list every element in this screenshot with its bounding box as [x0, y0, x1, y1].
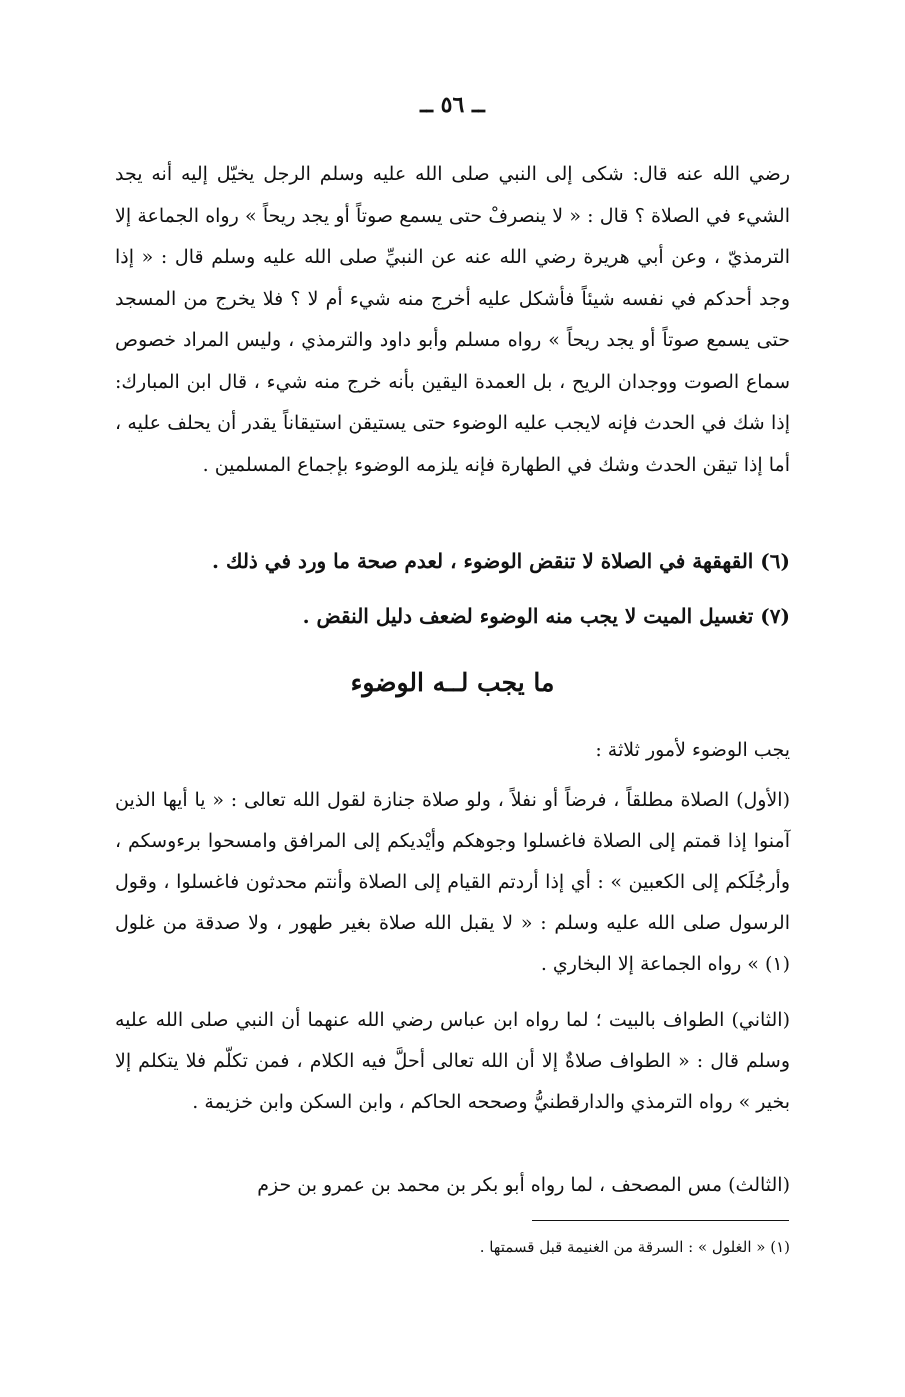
footnote-divider [532, 1220, 789, 1221]
point-7-washing-dead: (٧) تغسيل الميت لا يجب منه الوضوء لضعف دليل النقض . [302, 604, 790, 628]
paragraph-first-prayer: (الأول) الصلاة مطلقاً ، فرضاً أو نفلاً ، ولو صلاة جنازة لقول الله تعالى : « يا أيها الذين آمنوا إذا قمتم إلى الصلاة فاغسلوا وجوهكم وأيْديكم إلى المرافق وامسحوا برءوسكم ، وأرجُلَكم إلى الكعبين » : أي إذا أردتم القيام إلى الصلاة وأنتم محدثون فاغسلوا ، وقول الرسول صلى الله عليه وسلم : « لا يقبل الله صلاة بغير طهور ، ولا صدقة من غلول (١) » رواه الجماعة إلا البخاري . [115, 789, 790, 975]
page-number: ــ ٥٦ ــ [420, 92, 485, 118]
point-6-laughter: (٦) القهقهة في الصلاة لا تنقض الوضوء ، لعدم صحة ما ورد في ذلك . [212, 549, 790, 573]
section-heading: ما يجب لــه الوضوء [350, 668, 555, 697]
section-intro: يجب الوضوء لأمور ثلاثة : [595, 739, 790, 761]
paragraph-hadith-doubt: رضي الله عنه قال: شكى إلى النبي صلى الله عليه وسلم الرجل يخيّل إليه أنه يجد الشيء في الصلاة ؟ قال : « لا ينصرفْ حتى يسمع صوتاً أو يجد ريحاً » رواه الجماعة إلا الترمذيّ ، وعن أبي هريرة رضي الله عنه عن النبيِّ صلى الله عليه وسلم قال : « إذا وجد أحدكم في نفسه شيئاً فأشكل عليه أخرج منه شيء أم لا ؟ فلا يخرج من المسجد حتى يسمع صوتاً أو يجد ريحاً » رواه مسلم وأبو داود والترمذي ، وليس المراد خصوص سماع الصوت ووجدان الريح ، بل العمدة اليقين بأنه خرج منه شيء ، قال ابن المبارك: إذا شك في الحدث فإنه لايجب عليه الوضوء حتى يستيقن استيقاناً يقدر أن يحلف عليه ، أما إذا تيقن الحدث وشك في الطهارة فإنه يلزمه الوضوء بإجماع المسلمين . [115, 163, 790, 476]
paragraph-third-mushaf: (الثالث) مس المصحف ، لما رواه أبو بكر بن محمد بن عمرو بن حزم [257, 1174, 790, 1196]
paragraph-second-tawaf: (الثاني) الطواف بالبيت ؛ لما رواه ابن عباس رضي الله عنهما أن النبي صلى الله عليه وسلم قال : « الطواف صلاةٌ إلا أن الله تعالى أحلَّ فيه الكلام ، فمن تكلّم فلا يتكلم إلا بخير » رواه الترمذي والدارقطنيُّ وصححه الحاكم ، وابن السكن وابن خزيمة . [115, 1009, 790, 1113]
footnote: (١) « الغلول » : السرقة من الغنيمة قبل قسمتها . [479, 1238, 790, 1256]
